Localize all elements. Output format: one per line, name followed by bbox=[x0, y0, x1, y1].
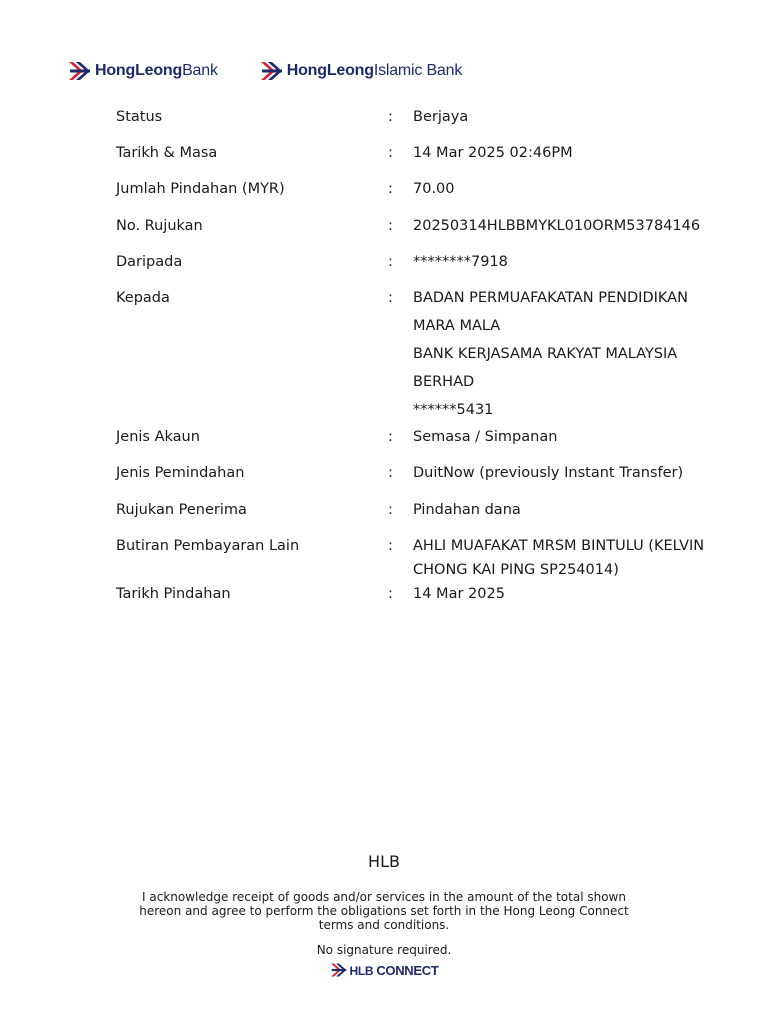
separator: : bbox=[388, 218, 393, 234]
logo-secondary-light: Islamic Bank bbox=[373, 62, 463, 79]
label-account-type: Jenis Akaun bbox=[116, 429, 200, 445]
label-transfer-date: Tarikh Pindahan bbox=[116, 586, 231, 602]
value-reference: 20250314HLBBMYKL010ORM53784146 bbox=[413, 218, 701, 234]
hong-leong-bank-logo bbox=[68, 58, 218, 84]
recipient-name-line: MARA MALA bbox=[413, 318, 501, 334]
no-signature-note: No signature required. bbox=[316, 943, 452, 957]
transaction-details bbox=[116, 106, 736, 607]
recipient-name-line: BADAN PERMUAFAKATAN PENDIDIKAN bbox=[413, 290, 688, 306]
value-transfer-type: DuitNow (previously Instant Transfer) bbox=[413, 465, 684, 481]
row-account-type bbox=[116, 426, 736, 462]
value-other-details bbox=[413, 534, 736, 582]
value-amount: 70.00 bbox=[413, 181, 455, 197]
label-datetime: Tarikh & Masa bbox=[116, 145, 218, 161]
row-reference bbox=[116, 215, 736, 251]
label-to: Kepada bbox=[116, 290, 170, 306]
value-from: ********7918 bbox=[413, 254, 508, 270]
value-to bbox=[413, 284, 736, 424]
separator: : bbox=[388, 465, 393, 481]
row-to bbox=[116, 287, 736, 426]
acknowledgement-text: I acknowledge receipt of goods and/or services in the amount of the total shown hereon and agree to perform the obligations set forth in the Hong Leong Connect terms and conditions. bbox=[139, 890, 629, 932]
hlb-connect-emblem-icon bbox=[330, 962, 348, 978]
label-other-details: Butiran Pembayaran Lain bbox=[116, 538, 300, 554]
separator: : bbox=[388, 181, 393, 197]
separator: : bbox=[388, 429, 393, 445]
value-recipient-ref: Pindahan dana bbox=[413, 502, 521, 518]
separator: : bbox=[388, 254, 393, 270]
separator: : bbox=[388, 145, 393, 161]
value-datetime: 14 Mar 2025 02:46PM bbox=[413, 145, 573, 161]
row-recipient-ref bbox=[116, 499, 736, 535]
separator: : bbox=[388, 538, 393, 554]
label-from: Daripada bbox=[116, 254, 183, 270]
logo-primary-light: Bank bbox=[182, 62, 218, 79]
label-reference: No. Rujukan bbox=[116, 218, 203, 234]
other-details-line: CHONG KAI PING SP254014) bbox=[413, 562, 619, 578]
other-details-line: AHLI MUAFAKAT MRSM BINTULU (KELVIN bbox=[413, 538, 705, 554]
value-transfer-date: 14 Mar 2025 bbox=[413, 586, 505, 602]
hlb-emblem-icon bbox=[68, 60, 92, 82]
label-status: Status bbox=[116, 109, 163, 125]
footer-title: HLB bbox=[368, 852, 400, 871]
recipient-bank-line: BANK KERJASAMA RAKYAT MALAYSIA bbox=[413, 346, 678, 362]
connect-logo-prefix: HLB bbox=[349, 963, 374, 978]
row-from bbox=[116, 251, 736, 287]
separator: : bbox=[388, 109, 393, 125]
hlib-emblem-icon bbox=[260, 60, 284, 82]
value-status: Berjaya bbox=[413, 109, 469, 125]
connect-logo-suffix: CONNECT bbox=[376, 962, 439, 978]
recipient-account-line: ******5431 bbox=[413, 402, 494, 418]
separator: : bbox=[388, 586, 393, 602]
hlb-connect-logo bbox=[0, 962, 768, 978]
row-datetime bbox=[116, 142, 736, 178]
row-other-details bbox=[116, 535, 736, 583]
logo-secondary-bold: HongLeong bbox=[286, 62, 374, 79]
logo-primary-bold: HongLeong bbox=[95, 62, 183, 79]
label-amount: Jumlah Pindahan (MYR) bbox=[116, 181, 285, 197]
recipient-bank-line: BERHAD bbox=[413, 374, 475, 390]
header-logos bbox=[68, 58, 462, 84]
separator: : bbox=[388, 290, 393, 306]
row-status bbox=[116, 106, 736, 142]
row-transfer-type bbox=[116, 462, 736, 499]
row-transfer-date bbox=[116, 583, 736, 607]
value-account-type: Semasa / Simpanan bbox=[413, 429, 558, 445]
row-amount bbox=[116, 178, 736, 215]
hong-leong-islamic-bank-logo bbox=[260, 58, 462, 84]
label-recipient-ref: Rujukan Penerima bbox=[116, 502, 247, 518]
separator: : bbox=[388, 502, 393, 518]
acknowledgement bbox=[0, 890, 768, 932]
label-transfer-type: Jenis Pemindahan bbox=[116, 465, 245, 481]
